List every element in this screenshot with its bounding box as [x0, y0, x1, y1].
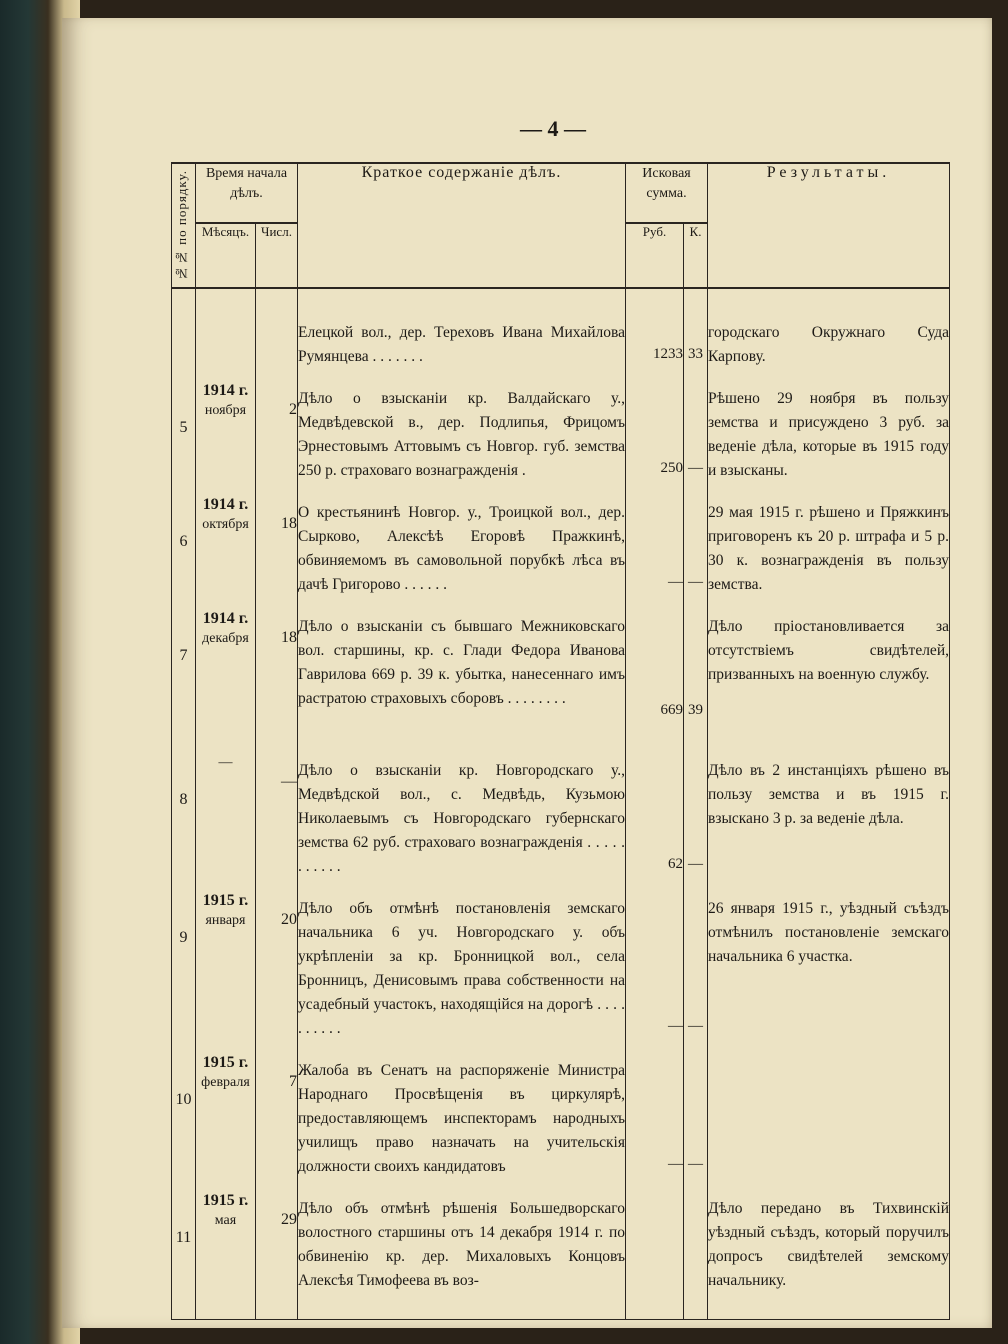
case-day: [256, 725, 298, 879]
case-month-name: октября: [202, 517, 249, 533]
case-content: [298, 1179, 626, 1319]
case-content: [298, 879, 626, 1041]
case-day-text: 20: [281, 911, 297, 929]
case-month: [196, 725, 256, 879]
sum-kop-text: 39: [688, 702, 703, 719]
table-row: [172, 879, 950, 1041]
sum-kop-text: —: [688, 1156, 703, 1173]
cases-table: [171, 162, 950, 1320]
sum-kop: [684, 1041, 708, 1179]
case-month: [196, 1179, 256, 1319]
case-content-text: Дѣло о взысканіи кр. Валдайскаго у., Медвѣдевской в., дер. Подлипья, Фрицомъ Эрнестовымъ Аттовымъ съ Новгор. губ. земства 250 р. страховаго вознагражденія .: [298, 390, 625, 480]
case-day-text: 18: [281, 629, 297, 647]
case-content-text: Елецкой вол., дер. Тереховъ Ивана Михайлова Румянцева . . . . . . .: [298, 324, 625, 366]
case-content-text: О крестьянинѣ Новгор. у., Троицкой вол., дер. Сырково, Алексѣѣ Егоровѣ Пражкинѣ, обвиняемомъ въ самовольной порубкѣ лѣса въ дачѣ Григорово . . . . . .: [298, 504, 625, 594]
case-result-text: 29 мая 1915 г. рѣшено и Пряжкинъ приговоренъ къ 20 р. штрафа и 5 р. 30 к. вознагражденія въ пользу земства.: [708, 504, 949, 594]
case-number-text: 10: [175, 1091, 192, 1109]
case-content-text: Дѣло о взысканіи съ бывшаго Межниковскаго вол. старшины, кр. с. Глади Федора Иванова Гаврилова 669 р. 39 к. убытка, нанесеннаго имъ растратою страховыхъ сборовъ . . . . . . . .: [298, 618, 625, 708]
table-row: [172, 725, 950, 879]
header-sum: Исковая сумма.: [626, 163, 708, 223]
header-month: Мѣсяцъ.: [196, 223, 256, 288]
case-number-text: 9: [179, 929, 188, 947]
sum-rub-text: 669: [660, 702, 683, 719]
sum-rub-text: —: [668, 1156, 683, 1173]
case-month-name: января: [205, 913, 246, 929]
case-day: [256, 483, 298, 597]
case-month: [196, 369, 256, 483]
case-day-text: —: [281, 773, 297, 791]
table-body: [172, 288, 950, 1319]
case-year: 1915 г.: [202, 1192, 249, 1210]
sum-rub: [626, 1041, 684, 1179]
sum-rub: [626, 725, 684, 879]
case-result-text: городскаго Окружнаго Суда Карпову.: [708, 324, 949, 366]
sum-kop: [684, 597, 708, 725]
case-result: [708, 725, 950, 879]
case-month: [196, 483, 256, 597]
case-day-text: 2: [289, 401, 297, 419]
case-year: 1914 г.: [202, 610, 249, 628]
case-number-text: 5: [179, 419, 188, 437]
sum-rub: [626, 879, 684, 1041]
table-row: [172, 597, 950, 725]
case-number-text: 6: [179, 533, 188, 551]
case-content: [298, 483, 626, 597]
sum-kop: [684, 725, 708, 879]
case-day-text: 29: [281, 1211, 297, 1229]
case-number-text: 11: [175, 1229, 192, 1247]
sum-kop: [684, 288, 708, 369]
case-content-text: Дѣло объ отмѣнѣ постановленія земскаго начальника 6 уч. Новгородскаго у. объ укрѣпленіи за кр. Бронницкой вол., села Бронницъ, Денисовымъ права собственности на усадебный участокъ, находящійся на дорогѣ . . . . . . . . . .: [298, 900, 625, 1038]
sum-rub: [626, 369, 684, 483]
case-content: [298, 725, 626, 879]
case-number: [172, 879, 196, 1041]
page-number: — 4 —: [520, 116, 586, 141]
case-year: 1915 г.: [202, 1054, 249, 1072]
case-number: [172, 288, 196, 369]
case-result: [708, 483, 950, 597]
table-row: [172, 369, 950, 483]
case-result-text: Дѣло въ 2 инстанціяхъ рѣшено въ пользу земства и въ 1915 г. взыскано 3 р. за веденіе дѣла.: [708, 762, 949, 828]
case-number: [172, 1179, 196, 1319]
sum-rub: [626, 1179, 684, 1319]
case-result-text: Рѣшено 29 ноября въ пользу земства и присуждено 3 руб. за веденіе дѣла, которые въ 1915 году и взысканы.: [708, 390, 949, 480]
case-result: [708, 1179, 950, 1319]
case-result: [708, 288, 950, 369]
case-result-text: Дѣло пріостановливается за отсутствіемъ свидѣтелей, призванныхъ на военную службу.: [708, 618, 949, 684]
sum-rub-text: 250: [660, 460, 683, 477]
case-day: [256, 369, 298, 483]
case-result-text: Дѣло передано въ Тихвинскій уѣздный съѣздъ, который поручилъ допросъ свидѣтелей земскому начальнику.: [708, 1200, 949, 1290]
case-day-text: 18: [281, 515, 297, 533]
case-day: [256, 1041, 298, 1179]
case-month: [196, 1041, 256, 1179]
sum-kop-text: —: [688, 574, 703, 591]
header-content: Краткое содержаніе дѣлъ.: [298, 163, 626, 288]
case-result: [708, 597, 950, 725]
case-content: [298, 288, 626, 369]
sum-rub-text: 62: [668, 856, 683, 873]
sum-rub-text: —: [668, 574, 683, 591]
case-result: [708, 1041, 950, 1179]
sum-rub: [626, 288, 684, 369]
case-day-text: 7: [289, 1073, 297, 1091]
sum-rub: [626, 483, 684, 597]
sum-kop-text: 33: [688, 346, 703, 363]
case-result: [708, 369, 950, 483]
sum-kop: [684, 483, 708, 597]
case-number: [172, 369, 196, 483]
case-month: [196, 288, 256, 369]
header-kop: К.: [684, 223, 708, 288]
table-row: [172, 483, 950, 597]
case-month-name: —: [218, 755, 233, 771]
case-month-name: февраля: [201, 1075, 250, 1091]
case-day: [256, 879, 298, 1041]
case-content: [298, 1041, 626, 1179]
sum-kop-text: —: [688, 1018, 703, 1035]
case-result-text: 26 января 1915 г., уѣздный съѣздъ отмѣнилъ постановленіе земскаго начальника 6 участка.: [708, 900, 949, 966]
table-row: [172, 288, 950, 369]
case-year: 1914 г.: [202, 496, 249, 514]
case-number: [172, 1041, 196, 1179]
sum-kop: [684, 369, 708, 483]
table-row: [172, 1041, 950, 1179]
case-month: [196, 597, 256, 725]
case-number-text: 8: [179, 791, 188, 809]
case-content-text: Жалоба въ Сенатъ на распоряженіе Министра Народнаго Просвѣщенія въ циркулярѣ, предоставляющемъ инспекторамъ народныхъ училищъ право назначать на учительскія должности своихъ кандидатовъ: [298, 1062, 625, 1176]
header-results: Результаты.: [708, 163, 950, 288]
case-month-name: мая: [214, 1213, 237, 1229]
case-number: [172, 483, 196, 597]
case-content-text: Дѣло объ отмѣнѣ рѣшенія Большедворскаго волостного старшины отъ 14 декабря 1914 г. по обвиненію кр. дер. Михаловыхъ Концовъ Алексѣя Тимофеева въ воз-: [298, 1200, 625, 1290]
table-row: [172, 1179, 950, 1319]
case-day: [256, 1179, 298, 1319]
header-number: №№ по порядку.: [172, 163, 196, 288]
sum-kop: [684, 879, 708, 1041]
case-content: [298, 369, 626, 483]
sum-kop-text: —: [688, 856, 703, 873]
case-number: [172, 597, 196, 725]
sum-rub-text: —: [668, 1018, 683, 1035]
sum-rub-text: 1233: [653, 346, 683, 363]
case-day: [256, 288, 298, 369]
case-day: [256, 597, 298, 725]
case-result: [708, 879, 950, 1041]
case-year: 1915 г.: [202, 892, 249, 910]
case-month: [196, 879, 256, 1041]
header-day: Числ.: [256, 223, 298, 288]
case-number-text: 7: [179, 647, 188, 665]
sum-rub: [626, 597, 684, 725]
sum-kop-text: —: [688, 460, 703, 477]
case-month-name: декабря: [202, 631, 249, 647]
case-content: [298, 597, 626, 725]
case-year: 1914 г.: [202, 382, 249, 400]
case-month-name: ноября: [204, 403, 247, 419]
case-number: [172, 725, 196, 879]
sum-kop: [684, 1179, 708, 1319]
header-rub: Руб.: [626, 223, 684, 288]
case-content-text: Дѣло о взысканіи кр. Новгородскаго у., Медвѣдской вол., с. Медвѣдь, Кузьмою Николаевымъ съ Новгородскаго губернскаго земства 62 руб. страховаго вознагражденія . . . . . . . . . . .: [298, 762, 625, 876]
header-time: Время начала дѣлъ.: [196, 163, 298, 223]
